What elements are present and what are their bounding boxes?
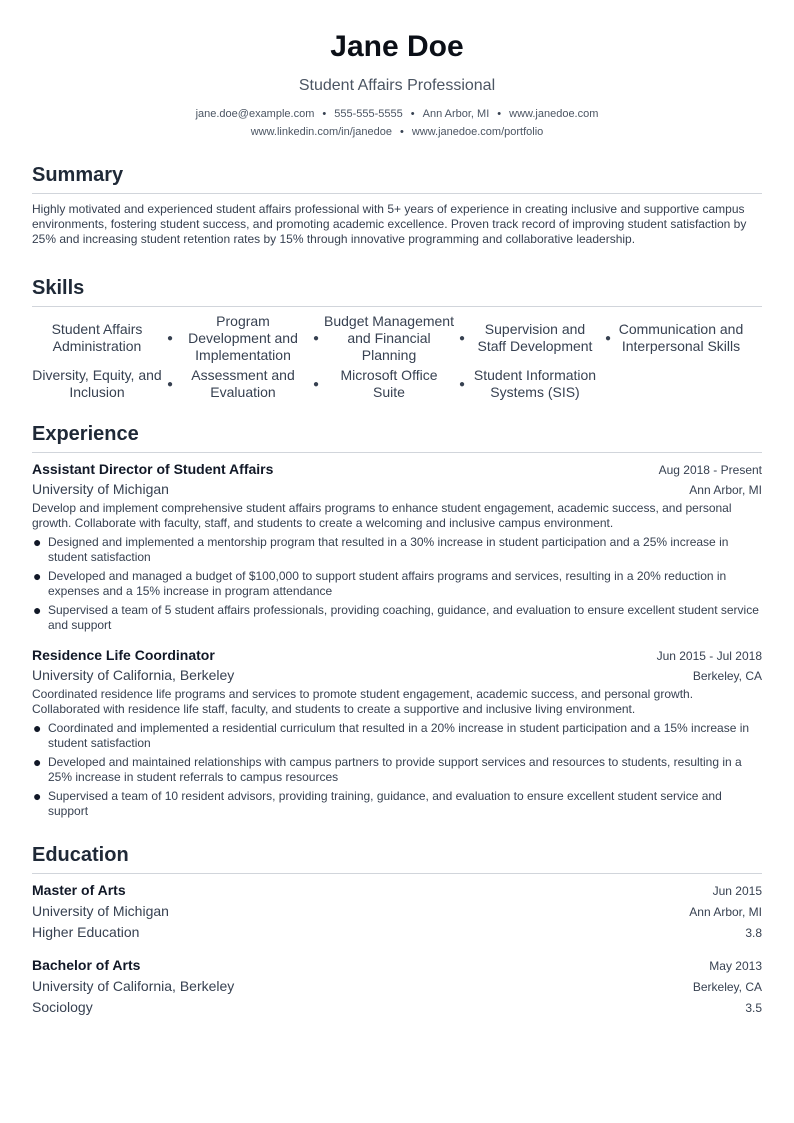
achievement-item: ● Coordinated and implemented a residential curriculum that resulted in a 20% increase in student participation and a 15% increase in student satisfaction: [33, 720, 750, 750]
contact-separator: •: [322, 108, 327, 120]
edu-date: May 2013: [709, 959, 762, 973]
achievement-item: ● Supervised a team of 5 student affairs professionals, providing coaching, guidance, and evaluation to ensure excellent student service and support: [33, 602, 759, 632]
bullet-icon: ●: [33, 534, 42, 550]
education-entry: [32, 957, 762, 1020]
edu-field: Sociology: [32, 999, 93, 1015]
skill-item: Student Information Systems (SIS): [473, 367, 597, 400]
education-section: [32, 844, 762, 1020]
contact-separator: •: [399, 126, 404, 138]
edu-degree: Bachelor of Arts: [32, 957, 141, 973]
skills-row: [32, 312, 762, 363]
contact-website[interactable]: www.janedoe.com: [509, 108, 599, 120]
achievement-item: ● Designed and implemented a mentorship program that resulted in a 30% increase in student participation and a 25% increase in student satisfaction: [33, 534, 729, 564]
edu-date: Jun 2015: [712, 884, 762, 898]
experience-heading: Experience: [32, 423, 762, 453]
job-date: Jun 2015 - Jul 2018: [656, 649, 762, 663]
skill-separator-dot: ●: [312, 378, 320, 390]
contact-row-primary: [32, 108, 762, 120]
edu-location: Ann Arbor, MI: [689, 905, 762, 919]
edu-field: Higher Education: [32, 924, 140, 940]
job-location: Ann Arbor, MI: [689, 483, 762, 497]
job-title: Assistant Director of Student Affairs: [32, 461, 274, 477]
experience-entry: [32, 647, 762, 819]
skill-item: Communication and Interpersonal Skills: [618, 321, 744, 354]
skill-separator-dot: ●: [458, 378, 466, 390]
summary-heading: Summary: [32, 164, 762, 194]
skill-separator-dot: ●: [312, 332, 320, 344]
summary-section: [32, 164, 762, 247]
contact-separator: •: [410, 108, 415, 120]
contact-portfolio[interactable]: www.janedoe.com/portfolio: [411, 126, 544, 138]
job-achievements: [32, 721, 762, 819]
bullet-icon: ●: [33, 788, 42, 804]
bullet-icon: ●: [33, 568, 42, 584]
skill-item: Diversity, Equity, and Inclusion: [32, 367, 162, 400]
bullet-icon: ●: [33, 754, 42, 770]
contact-phone[interactable]: 555-555-5555: [334, 108, 403, 120]
job-date: Aug 2018 - Present: [658, 463, 762, 477]
skill-item: Program Development and Implementation: [188, 312, 298, 363]
job-organization: University of Michigan: [32, 481, 169, 497]
contact-row-secondary: [32, 126, 762, 138]
education-entry: [32, 882, 762, 945]
experience-entry: [32, 461, 762, 633]
edu-location: Berkeley, CA: [692, 980, 762, 994]
skills-row: [32, 361, 762, 407]
edu-school: University of Michigan: [32, 903, 169, 919]
experience-section: [32, 423, 762, 823]
contact-location: Ann Arbor, MI: [422, 108, 490, 120]
education-heading: Education: [32, 844, 762, 874]
skill-item: Budget Management and Financial Planning: [324, 312, 454, 363]
skill-separator-dot: ●: [166, 378, 174, 390]
skill-separator-dot: ●: [458, 332, 466, 344]
bullet-icon: ●: [33, 720, 42, 736]
achievement-item: ● Developed and maintained relationships with campus partners to provide support services and resources to students, resulting in a 25% increase in student referrals to campus resources: [33, 754, 742, 784]
summary-text: Highly motivated and experienced student affairs professional with 5+ years of experience in creating inclusive and supportive campus environments, fostering student success, and promoting academic excellence. Proven track record of improving student satisfaction by 25% and increasing student retention rates by 15% through innovative programming and collaborative leadership.: [32, 202, 747, 246]
skills-section: [32, 277, 762, 407]
edu-gpa: 3.8: [745, 926, 762, 940]
job-achievements: [32, 535, 762, 633]
job-title: Residence Life Coordinator: [32, 647, 215, 663]
candidate-headline: Student Affairs Professional: [298, 77, 496, 94]
skills-heading: Skills: [32, 277, 762, 307]
skill-item: Student Affairs Administration: [51, 321, 143, 354]
skill-item: Microsoft Office Suite: [340, 367, 438, 400]
skill-separator-dot: ●: [166, 332, 174, 344]
contact-linkedin[interactable]: www.linkedin.com/in/janedoe: [250, 126, 392, 138]
edu-school: University of California, Berkeley: [32, 978, 235, 994]
achievement-item: ● Supervised a team of 10 resident advisors, providing training, guidance, and evaluation to ensure excellent student service and support: [33, 788, 722, 818]
job-description: Coordinated residence life programs and services to promote student engagement, academic success, and personal growth. Collaborated with residence life staff, faculty, and students to create a supportive and inclusive living environment.: [32, 687, 694, 716]
edu-gpa: 3.5: [745, 1001, 762, 1015]
skill-separator-dot: ●: [604, 332, 612, 344]
job-description: Develop and implement comprehensive student affairs programs to enhance student engagement, academic success, and personal growth. Collaborate with faculty, staff, and students to create a welcoming and inclusive campus environment.: [32, 501, 732, 530]
achievement-item: ● Developed and managed a budget of $100,000 to support student affairs programs and services, resulting in a 20% reduction in expenses and a 15% increase in program attendance: [33, 568, 727, 598]
bullet-icon: ●: [33, 602, 42, 618]
skill-item: Supervision and Staff Development: [477, 321, 593, 354]
edu-degree: Master of Arts: [32, 882, 126, 898]
contact-separator: •: [497, 108, 502, 120]
job-location: Berkeley, CA: [692, 669, 762, 683]
job-organization: University of California, Berkeley: [32, 667, 235, 683]
skills-grid: [32, 312, 762, 407]
candidate-name: Jane Doe: [330, 30, 464, 63]
skill-item: Assessment and Evaluation: [191, 367, 295, 400]
contact-email[interactable]: jane.doe@example.com: [195, 108, 315, 120]
